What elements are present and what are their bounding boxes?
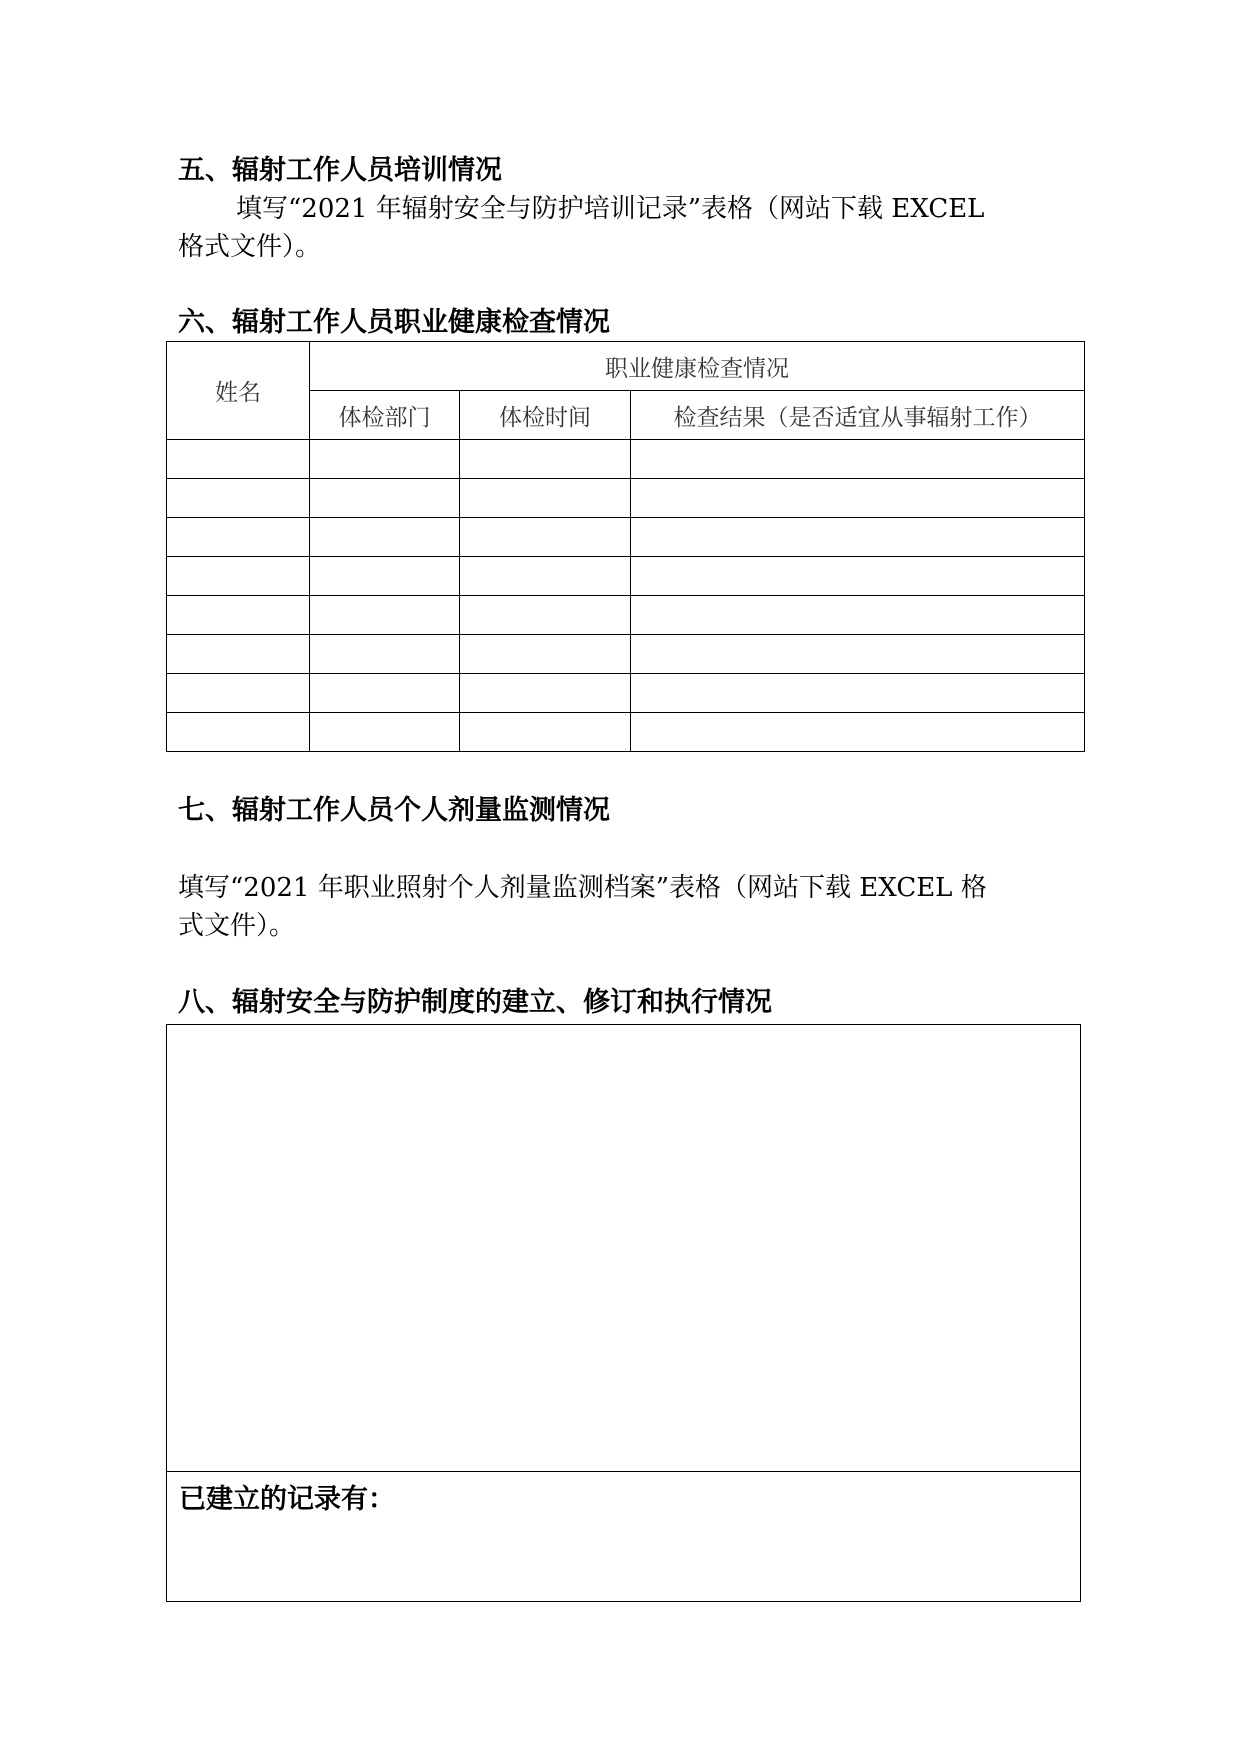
table-cell[interactable] <box>167 479 310 518</box>
table-row <box>167 518 1085 557</box>
table-cell[interactable] <box>460 635 631 674</box>
table-cell[interactable] <box>460 518 631 557</box>
table-cell[interactable] <box>310 440 460 479</box>
table-cell[interactable] <box>631 557 1085 596</box>
table-row <box>167 635 1085 674</box>
table-cell[interactable] <box>460 596 631 635</box>
section7-title: 七、辐射工作人员个人剂量监测情况 <box>178 795 610 826</box>
header-exam-department: 体检部门 <box>310 391 460 440</box>
system-description-box[interactable] <box>166 1024 1081 1602</box>
table-cell[interactable] <box>310 635 460 674</box>
table-cell[interactable] <box>631 596 1085 635</box>
table-row <box>167 713 1085 752</box>
table-cell[interactable] <box>631 479 1085 518</box>
table-row <box>167 440 1085 479</box>
table-cell[interactable] <box>167 674 310 713</box>
table-cell[interactable] <box>631 635 1085 674</box>
table-cell[interactable] <box>310 479 460 518</box>
table-cell[interactable] <box>310 674 460 713</box>
header-health-check-group: 职业健康检查情况 <box>310 342 1085 391</box>
table-cell[interactable] <box>167 635 310 674</box>
health-check-table <box>166 341 1085 752</box>
table-cell[interactable] <box>167 596 310 635</box>
box-divider <box>167 1471 1080 1472</box>
header-exam-date: 体检时间 <box>460 391 631 440</box>
records-label: 已建立的记录有： <box>179 1484 395 1515</box>
section7-text-line2: 式文件）。 <box>178 911 296 941</box>
table-cell[interactable] <box>167 557 310 596</box>
section8-title: 八、辐射安全与防护制度的建立、修订和执行情况 <box>178 987 772 1018</box>
table-cell[interactable] <box>460 713 631 752</box>
section5-text-line1: 填写“2021 年辐射安全与防护培训记录”表格（网站下载 EXCEL <box>236 194 985 224</box>
section7-text-line1: 填写“2021 年职业照射个人剂量监测档案”表格（网站下载 EXCEL 格 <box>178 873 987 903</box>
section5-text-line2: 格式文件）。 <box>178 232 322 262</box>
header-name: 姓名 <box>167 342 310 440</box>
table-row <box>167 596 1085 635</box>
table-cell[interactable] <box>460 479 631 518</box>
header-exam-result: 检查结果（是否适宜从事辐射工作） <box>631 391 1085 440</box>
table-cell[interactable] <box>310 713 460 752</box>
table-row <box>167 674 1085 713</box>
table-row <box>167 557 1085 596</box>
table-cell[interactable] <box>460 440 631 479</box>
table-cell[interactable] <box>631 440 1085 479</box>
table-row <box>167 479 1085 518</box>
table-cell[interactable] <box>460 557 631 596</box>
table-cell[interactable] <box>631 518 1085 557</box>
table-cell[interactable] <box>167 440 310 479</box>
table-cell[interactable] <box>310 557 460 596</box>
section6-title: 六、辐射工作人员职业健康检查情况 <box>178 307 610 338</box>
table-cell[interactable] <box>167 518 310 557</box>
table-cell[interactable] <box>631 674 1085 713</box>
table-cell[interactable] <box>460 674 631 713</box>
table-cell[interactable] <box>631 713 1085 752</box>
table-cell[interactable] <box>310 518 460 557</box>
table-cell[interactable] <box>310 596 460 635</box>
table-cell[interactable] <box>167 713 310 752</box>
section5-title: 五、辐射工作人员培训情况 <box>178 155 502 186</box>
